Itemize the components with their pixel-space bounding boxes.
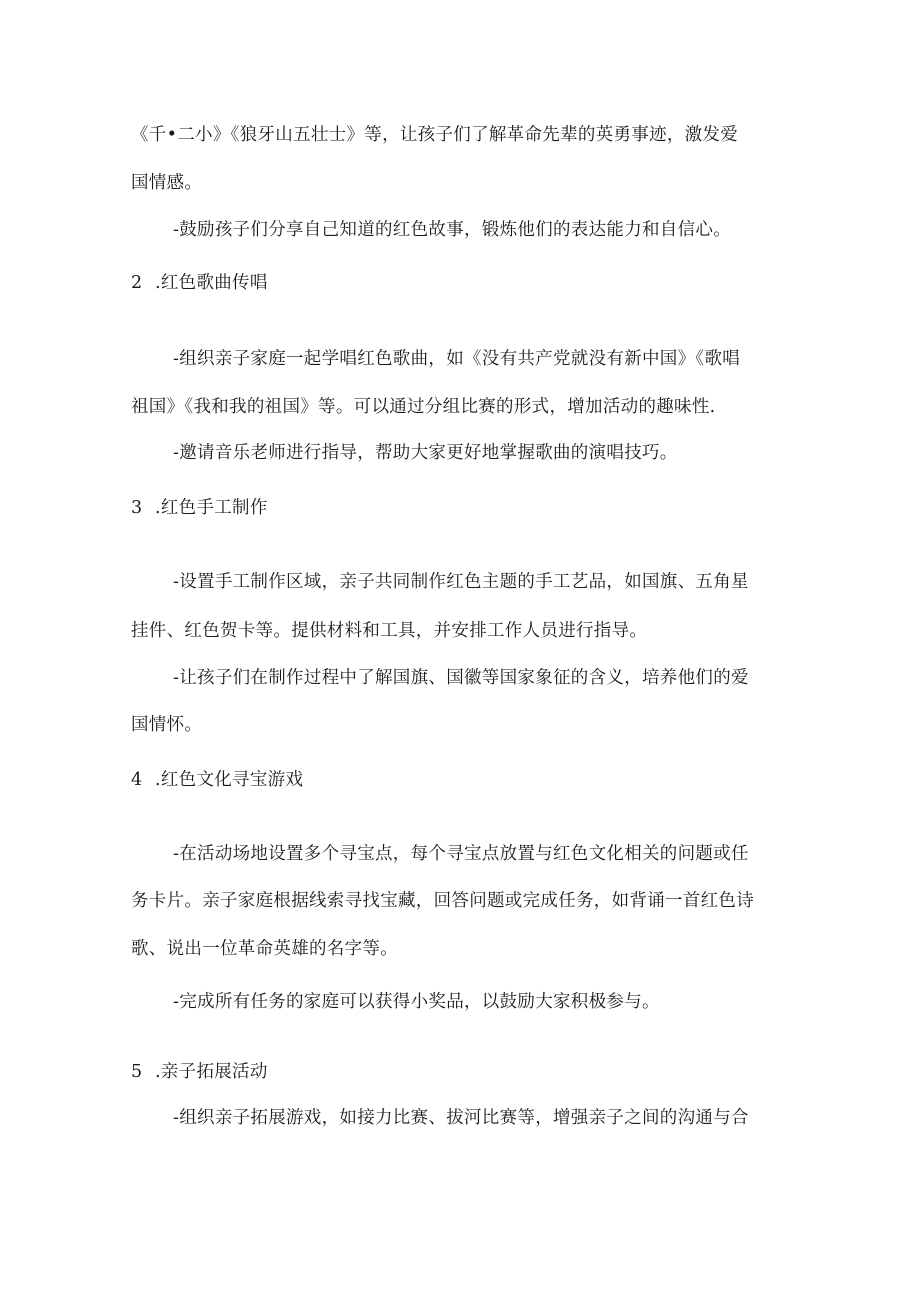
bullet-line: -让孩子们在制作过程中了解国旗、国徽等国家象征的含义，培养他们的爱 (173, 668, 749, 688)
paragraph-line: 务卡片。亲子家庭根据线索寻找宝藏，回答问题或完成任务，如背诵一首红色诗 (131, 891, 754, 911)
bullet-line: -在活动场地设置多个寻宝点，每个寻宝点放置与红色文化相关的问题或任 (173, 844, 749, 864)
bullet-line: -完成所有任务的家庭可以获得小奖品，以鼓励大家积极参与。 (173, 992, 660, 1012)
bullet-line: -设置手工制作区域，亲子共同制作红色主题的手工艺品，如国旗、五角星 (173, 572, 749, 592)
section-title: .亲子拓展活动 (155, 1062, 268, 1082)
paragraph-line: 祖国》《我和我的祖国》等。可以通过分组比赛的形式，增加活动的趣味性. (131, 397, 716, 417)
paragraph-line: 挂件、红色贺卡等。提供材料和工具，并安排工作人员进行指导。 (131, 621, 648, 641)
bullet-line: -邀请音乐老师进行指导，帮助大家更好地掌握歌曲的演唱技巧。 (173, 443, 678, 463)
bullet-line: -鼓励孩子们分享自己知道的红色故事，锻炼他们的表达能力和自信心。 (173, 220, 732, 240)
paragraph-line: 歌、说出一位革命英雄的名字等。 (131, 939, 398, 959)
section-heading (131, 1060, 268, 1084)
section-heading (131, 271, 268, 295)
section-number: 3 (131, 498, 143, 518)
section-title: .红色歌曲传唱 (155, 273, 268, 293)
paragraph-line: 国情感。 (131, 173, 203, 193)
section-number: 4 (131, 770, 143, 790)
section-heading (131, 496, 268, 520)
section-title: .红色手工制作 (155, 498, 268, 518)
paragraph-line: 《千•二小》《狼牙山五壮士》等，让孩子们了解革命先辈的英勇事迹，激发爱 (131, 125, 739, 145)
section-title: .红色文化寻宝游戏 (155, 770, 304, 790)
section-number: 5 (131, 1062, 143, 1082)
paragraph-line: 国情怀。 (131, 715, 203, 735)
section-heading (131, 768, 303, 792)
bullet-line: -组织亲子拓展游戏，如接力比赛、拔河比赛等，增强亲子之间的沟通与合 (173, 1108, 749, 1128)
section-number: 2 (131, 273, 143, 293)
bullet-line: -组织亲子家庭一起学唱红色歌曲，如《没有共产党就没有新中国》《歌唱 (173, 349, 741, 369)
